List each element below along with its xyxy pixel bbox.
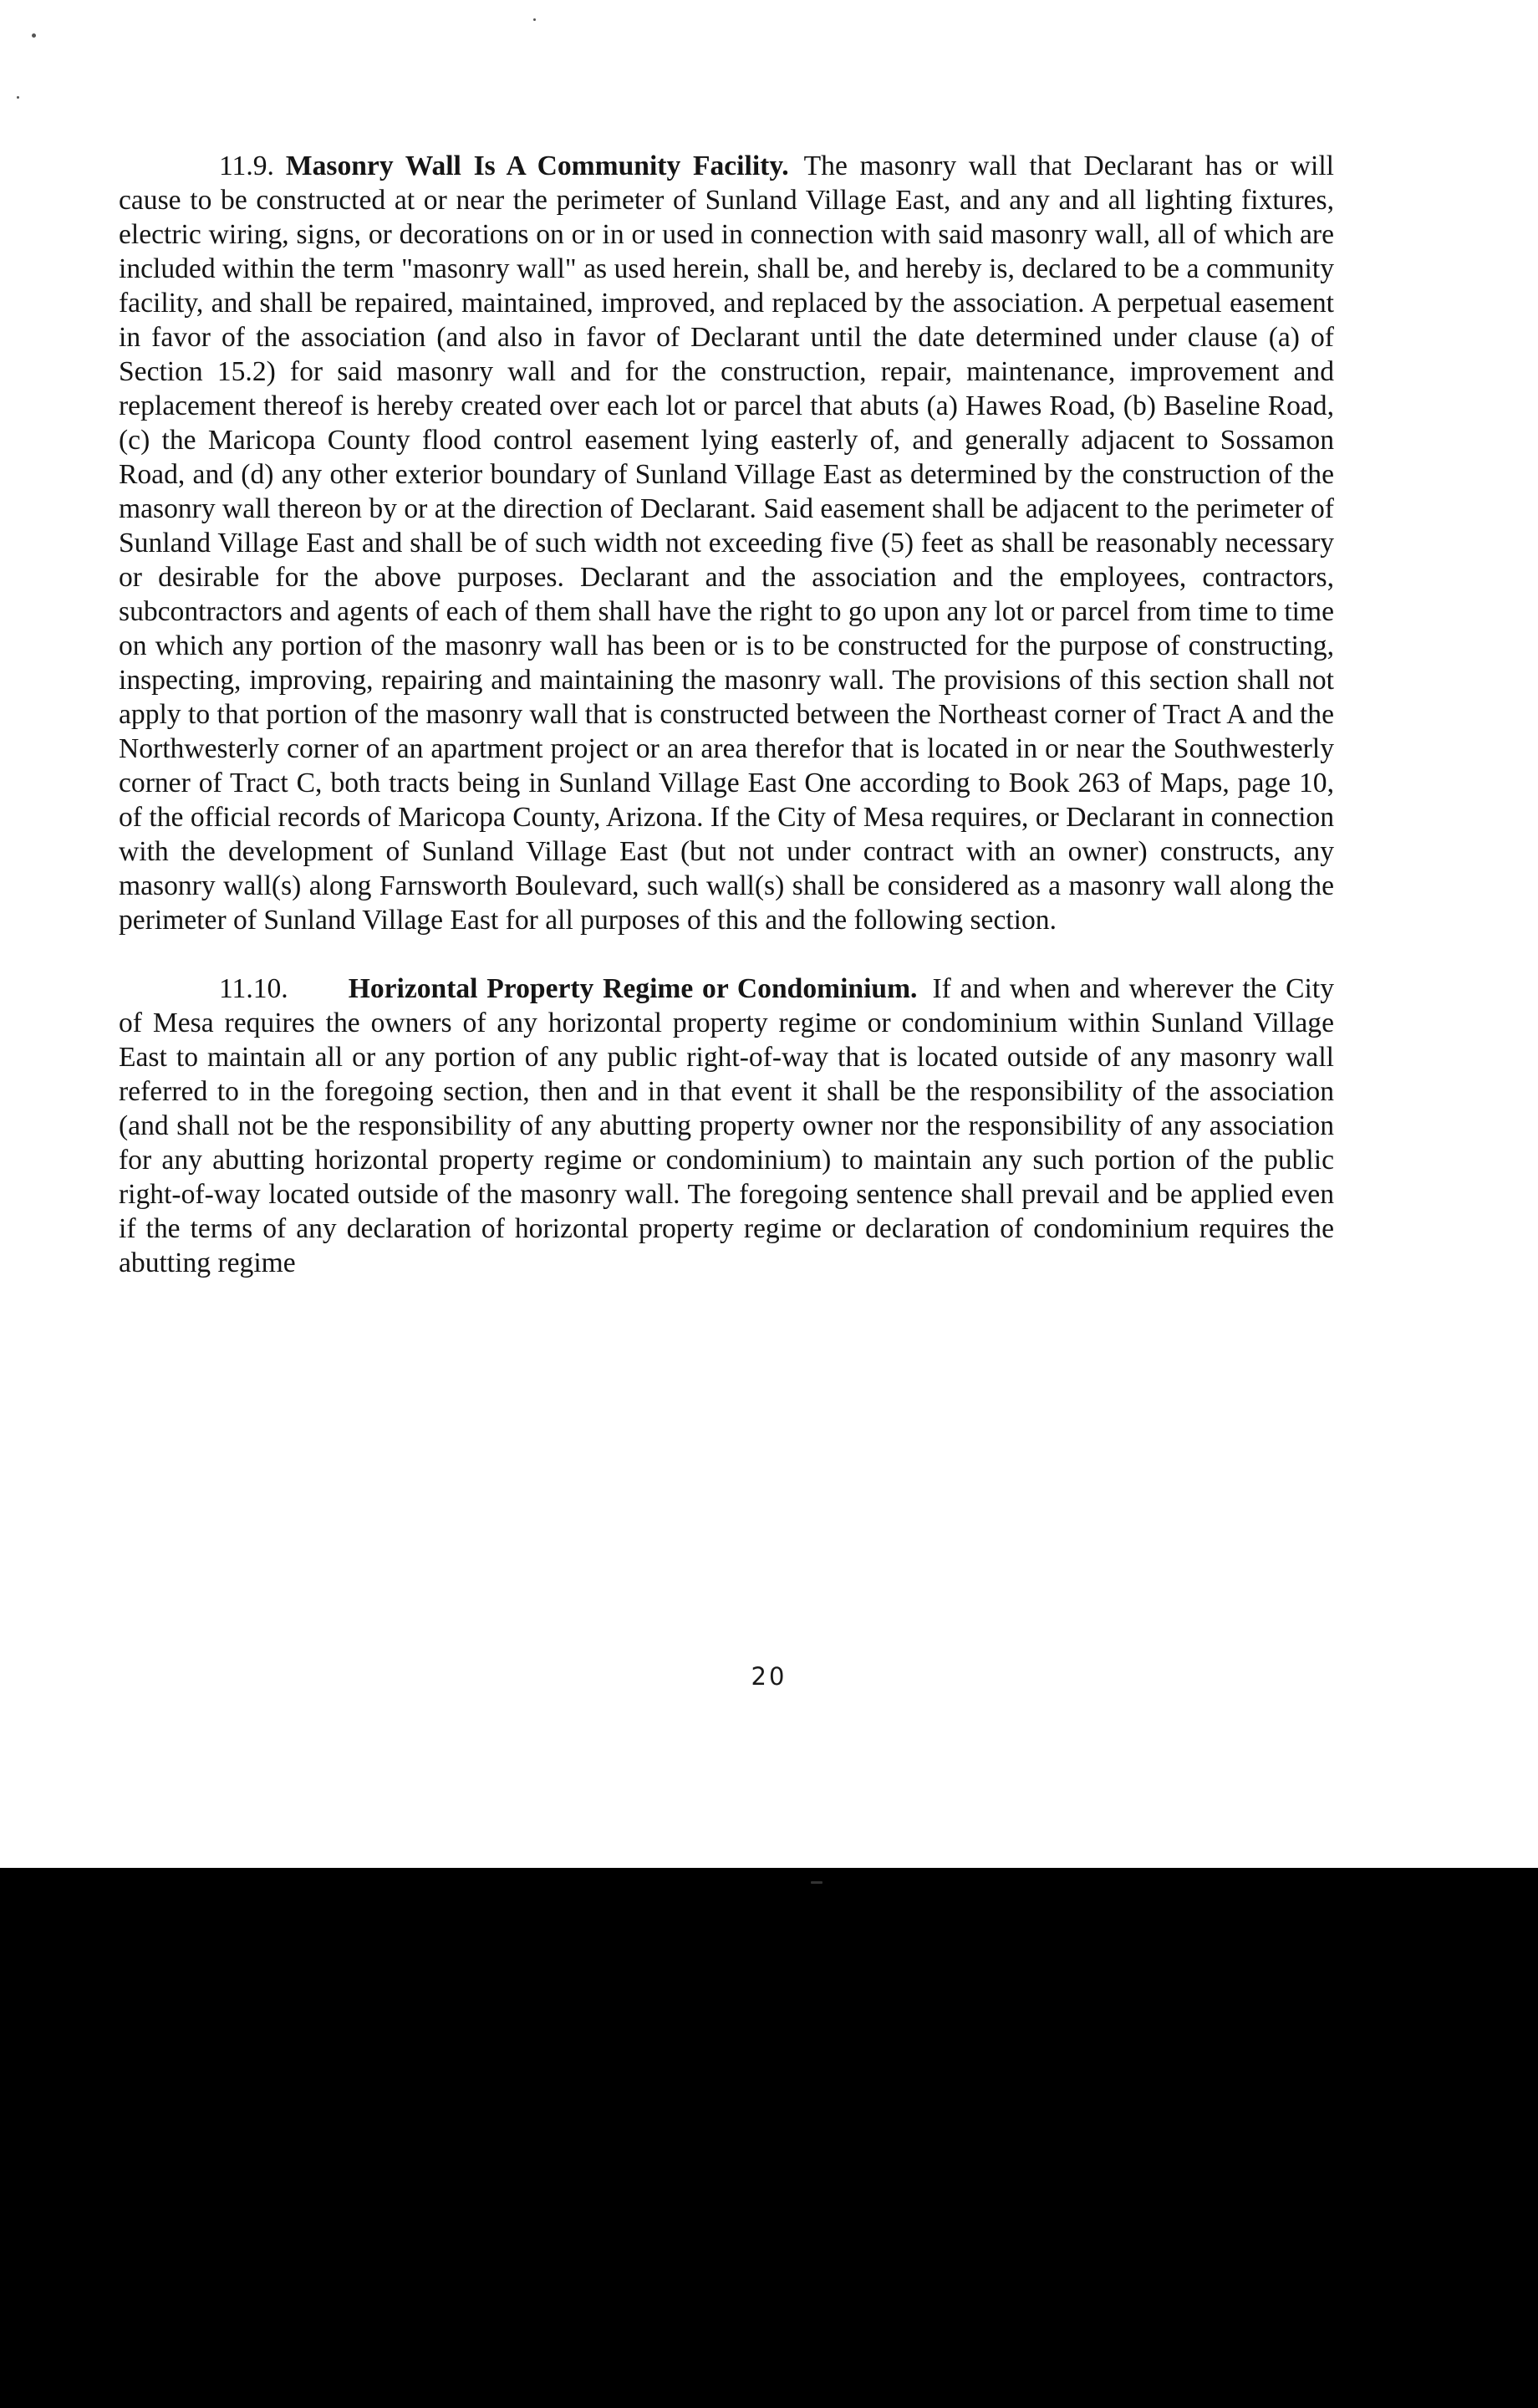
section-number: 11.9.: [219, 150, 274, 181]
scan-speck: [533, 18, 536, 21]
section-heading: Horizontal Property Regime or Condominium.: [348, 973, 918, 1004]
section-number: 11.10.: [219, 973, 288, 1004]
section-body: If and when and wherever the City of Mesa requires the owners of any horizontal property regime or condominium within Sunland Village East to maintain all or any portion of any public right-of-way that is located outside of any masonry wall referred to in the foregoing section, then and in that event it shall be the responsibility of the association (and shall not be the responsibility of any abutting property owner nor the responsibility of any association for any abutting horizontal property regime or condominium) to maintain any such portion of the public right-of-way located outside of the masonry wall. The foregoing sentence shall prevail and be applied even if the terms of any declaration of horizontal property regime or declaration of condominium requires the abutting regime: [119, 973, 1334, 1278]
scan-speck: [811, 1881, 822, 1884]
scan-speck: [17, 96, 19, 99]
section-11-10: [119, 972, 1334, 1280]
scan-speck: [32, 33, 36, 38]
section-body: The masonry wall that Declarant has or will cause to be constructed at or near the perimeter of Sunland Village East, and any and all lighting fixtures, electric wiring, signs, or decorations on or in or used in connection with said masonry wall, all of which are included within the term "masonry wall" as used herein, shall be, and hereby is, declared to be a community facility, and shall be repaired, maintained, improved, and replaced by the association. A perpetual easement in favor of the association (and also in favor of Declarant until the date determined under clause (a) of Section 15.2) for said masonry wall and for the construction, repair, maintenance, improvement and replacement thereof is hereby created over each lot or parcel that abuts (a) Hawes Road, (b) Baseline Road, (c) the Maricopa County flood control easement lying easterly of, and generally adjacent to Sossamon Road, and (d) any other exterior boundary of Sunland Village East as determined by the construction of the masonry wall thereon by or at the direction of Declarant. Said easement shall be adjacent to the perimeter of Sunland Village East and shall be of such width not exceeding five (5) feet as shall be reasonably necessary or desirable for the above purposes. Declarant and the association and the employees, contractors, subcontractors and agents of each of them shall have the right to go upon any lot or parcel from time to time on which any portion of the masonry wall has been or is to be constructed for the purpose of constructing, inspecting, improving, repairing and maintaining the masonry wall. The provisions of this section shall not apply to that portion of the masonry wall that is constructed between the Northeast corner of Tract A and the Northwesterly corner of an apartment project or an area therefor that is located in or near the Southwesterly corner of Tract C, both tracts being in Sunland Village East One according to Book 263 of Maps, page 10, of the official records of Maricopa County, Arizona. If the City of Mesa requires, or Declarant in connection with the development of Sunland Village East (but not under contract with an owner) constructs, any masonry wall(s) along Farnsworth Boulevard, such wall(s) shall be considered as a masonry wall along the perimeter of Sunland Village East for all purposes of this and the following section.: [119, 150, 1334, 936]
page-number: 20: [751, 1662, 787, 1691]
section-11-9: [119, 149, 1334, 937]
document-body: [119, 149, 1334, 1280]
section-heading: Masonry Wall Is A Community Facility.: [285, 150, 789, 181]
